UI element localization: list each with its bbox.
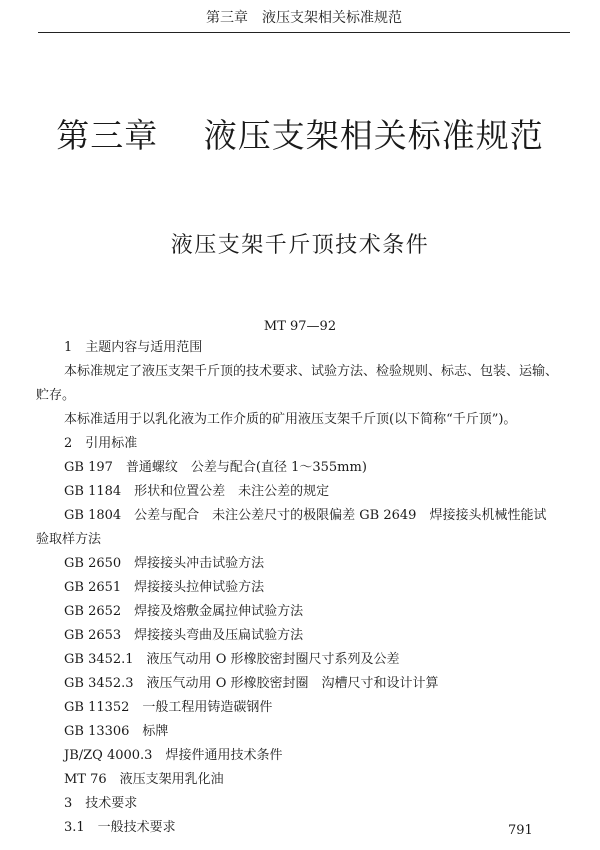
running-header: 第三章 液压支架相关标准规范 <box>38 8 570 33</box>
reference-gb-1184: GB 1184 形状和位置公差 未注公差的规定 <box>64 484 330 499</box>
applicability-paragraph: 本标准适用于以乳化液为工作介质的矿用液压支架千斤顶(以下简称“千斤顶”)。 <box>64 412 517 427</box>
reference-gb-3452-3: GB 3452.3 液压气动用 O 形橡胶密封圈 沟槽尺寸和设计计算 <box>64 676 439 691</box>
reference-jb-zq-4000-3: JB/ZQ 4000.3 焊接件通用技术条件 <box>64 748 283 763</box>
section-heading-2: 2 引用标准 <box>64 436 138 451</box>
reference-gb-13306: GB 13306 标牌 <box>64 724 169 739</box>
scope-paragraph-line-1: 本标准规定了液压支架千斤顶的技术要求、试验方法、检验规则、标志、包装、运输、 <box>64 364 559 379</box>
section-heading-3: 3 技术要求 <box>64 796 138 811</box>
reference-gb-1804: GB 1804 公差与配合 未注公差尺寸的极限偏差 GB 2649 焊接接头机械性能试 <box>64 508 547 523</box>
reference-mt-76: MT 76 液压支架用乳化油 <box>64 772 224 787</box>
reference-gb-1804-continued: 验取样方法 <box>36 532 102 547</box>
reference-gb-2651: GB 2651 焊接接头拉伸试验方法 <box>64 580 265 595</box>
reference-gb-197: GB 197 普通螺纹 公差与配合(直径 1～355mm) <box>64 460 367 475</box>
reference-gb-3452-1: GB 3452.1 液压气动用 O 形橡胶密封圈尺寸系列及公差 <box>64 652 400 667</box>
chapter-title: 第三章 液压支架相关标准规范 <box>56 116 544 155</box>
document-title: 液压支架千斤顶技术条件 <box>170 233 430 258</box>
subsection-heading-3-1: 3.1 一般技术要求 <box>64 820 176 835</box>
reference-gb-2652: GB 2652 焊接及熔敷金属拉伸试验方法 <box>64 604 304 619</box>
scope-paragraph-line-2: 贮存。 <box>36 388 76 403</box>
body-text <box>36 337 574 841</box>
reference-gb-2653: GB 2653 焊接接头弯曲及压扁试验方法 <box>64 628 304 643</box>
page-number: 791 <box>508 823 533 838</box>
section-heading-1: 1 主题内容与适用范围 <box>64 340 203 355</box>
standard-number: MT 97—92 <box>263 319 337 334</box>
reference-gb-2650: GB 2650 焊接接头冲击试验方法 <box>64 556 265 571</box>
reference-gb-11352: GB 11352 一般工程用铸造碳钢件 <box>64 700 273 715</box>
